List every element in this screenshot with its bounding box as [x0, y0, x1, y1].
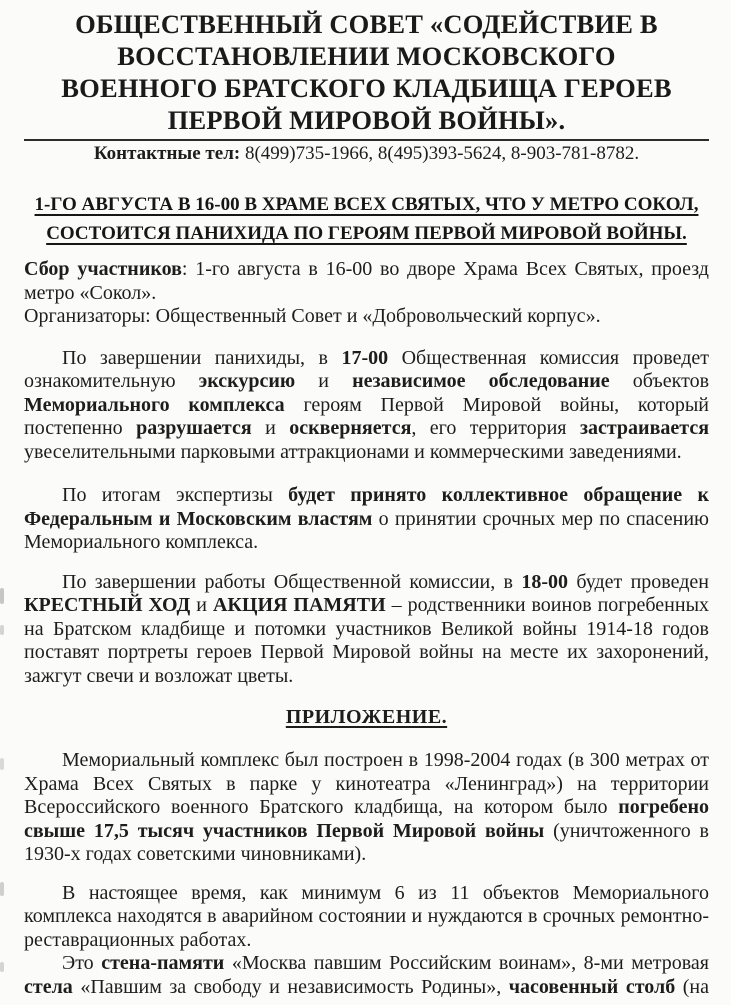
gathering-info — [24, 258, 709, 329]
text-segment: : 1-го августа в 16-00 во дворе Храма Всех Святых, проезд метро «Сокол». — [24, 258, 709, 304]
document-body — [24, 258, 709, 999]
scan-edge-artifact — [0, 962, 4, 972]
bold-text-segment: КРЕСТНЫЙ ХОД — [24, 594, 191, 616]
procession-memory-action — [24, 571, 709, 689]
document-title-line: ВОССТАНОВЛЕНИИ МОСКОВСКОГО — [117, 41, 616, 71]
bold-text-segment: часовенный столб — [508, 975, 676, 998]
text-segment: Общественная комиссия проведет ознакомительную — [24, 346, 710, 392]
document-title-line: ВОЕННОГО БРАТСКОГО КЛАДБИЩА ГЕРОЕВ — [61, 73, 672, 103]
appendix-heading — [24, 705, 709, 729]
text-segment: По итогам экспертизы — [62, 484, 289, 506]
document-title-line: ПЕРВОЙ МИРОВОЙ ВОЙНЫ». — [167, 105, 566, 135]
bold-text-segment: стела — [24, 975, 73, 998]
memorial-history — [24, 749, 709, 867]
scan-edge-artifact — [0, 625, 4, 635]
bold-text-segment: экскурсию — [198, 370, 296, 392]
collective-appeal — [24, 484, 709, 555]
header-divider-line — [24, 139, 709, 141]
contact-label: Контактные тел: — [93, 143, 241, 164]
text-segment: «Павшим за свободу и независимость Родины», — [72, 975, 509, 998]
document-title-line: ОБЩЕСТВЕННЫЙ СОВЕТ «СОДЕЙСТВИЕ В — [75, 9, 658, 39]
bold-text-segment: независимое обследование — [352, 370, 610, 392]
bold-text-segment: Сбор участников — [24, 258, 182, 280]
bold-text-segment: 18-00 — [521, 570, 568, 593]
bold-text-segment: будет принято коллективное обращение к Федеральным и Московским властям — [24, 484, 709, 530]
bold-text-segment: разрушается — [136, 417, 252, 439]
contact-phones-line — [24, 143, 709, 165]
announcement-line: 1-ГО АВГУСТА В 16-00 В ХРАМЕ ВСЕХ СВЯТЫХ, ЧТО У МЕТРО СОКОЛ, — [34, 194, 699, 215]
text-segment: героям Первой Мировой войны, который постепенно — [24, 393, 709, 439]
document-title — [24, 8, 709, 136]
event-announcement-heading — [24, 190, 709, 248]
bold-text-segment: АКЦИЯ ПАМЯТИ — [212, 594, 386, 616]
bold-text-segment: стена-памяти — [101, 952, 225, 974]
memorial-objects — [24, 952, 709, 999]
text-segment: (уничтоженного в 1930-х годах советскими чиновниками). — [24, 819, 709, 865]
text-segment: Мемориальный комплекс был построен в 1998-2004 годах (в 300 метрах от Храма Всех Святых в парке у кинотеатра «Ленинград») на территории Всероссийского военного Братского кладбища, на котором было — [24, 749, 709, 818]
text-segment: и — [190, 594, 213, 616]
bold-text-segment: погребено свыше 17,5 тысяч участников Первой Мировой войны — [24, 796, 709, 842]
text-segment: Это — [62, 952, 102, 974]
text-segment: будет проведен — [568, 570, 709, 593]
contact-phone-numbers: 8(499)735-1966, 8(495)393-5624, 8-903-781-8782. — [240, 143, 640, 164]
text-segment: По завершении панихиды, в — [62, 346, 342, 369]
commission-survey — [24, 347, 709, 465]
bold-text-segment: Мемориального комплекса — [24, 393, 285, 416]
announcement-line: СОСТОИТСЯ ПАНИХИДА ПО ГЕРОЯМ ПЕРВОЙ МИРОВОЙ ВОЙНЫ. — [46, 223, 687, 244]
current-condition — [24, 882, 709, 953]
text-segment: объектов — [609, 370, 710, 392]
text-segment: , его территория — [411, 417, 580, 439]
bold-text-segment: 17-00 — [341, 346, 389, 369]
text-segment: и — [295, 370, 353, 392]
bold-text-segment: ПРИЛОЖЕНИЕ. — [285, 706, 448, 728]
text-segment: По завершении работы Общественной комиссии, в — [62, 570, 522, 593]
bold-text-segment: застраивается — [579, 417, 710, 439]
text-segment: – родственники воинов погребенных на Братском кладбище и потомки участников Великой войны 1914-18 годов поставят портреты героев Первой Мировой войны на месте их захоронений, зажгут свечи и возложат цветы. — [24, 594, 710, 687]
text-segment: о принятии срочных мер по спасению Мемориального комплекса. — [24, 507, 709, 553]
text-segment: В настоящее время, как минимум 6 из 11 объектов Мемориального комплекса находятся в аварийном состоянии и нуждаются в срочных ремонтно-реставрационных работах. — [24, 881, 709, 951]
text-segment: увеселительными парковыми аттракционами и коммерческими заведениями. — [24, 440, 682, 463]
scan-edge-artifact — [0, 758, 4, 770]
text-segment: (на — [675, 975, 709, 998]
text-segment: и — [251, 417, 290, 439]
scan-edge-artifact — [0, 588, 4, 604]
text-segment: Организаторы: Общественный Совет и «Добровольческий корпус». — [24, 305, 601, 327]
scan-edge-artifact — [0, 882, 4, 896]
bold-text-segment: оскверняется — [289, 417, 412, 439]
text-segment: «Москва павшим Российским воинам», 8-ми метровая — [224, 952, 709, 974]
